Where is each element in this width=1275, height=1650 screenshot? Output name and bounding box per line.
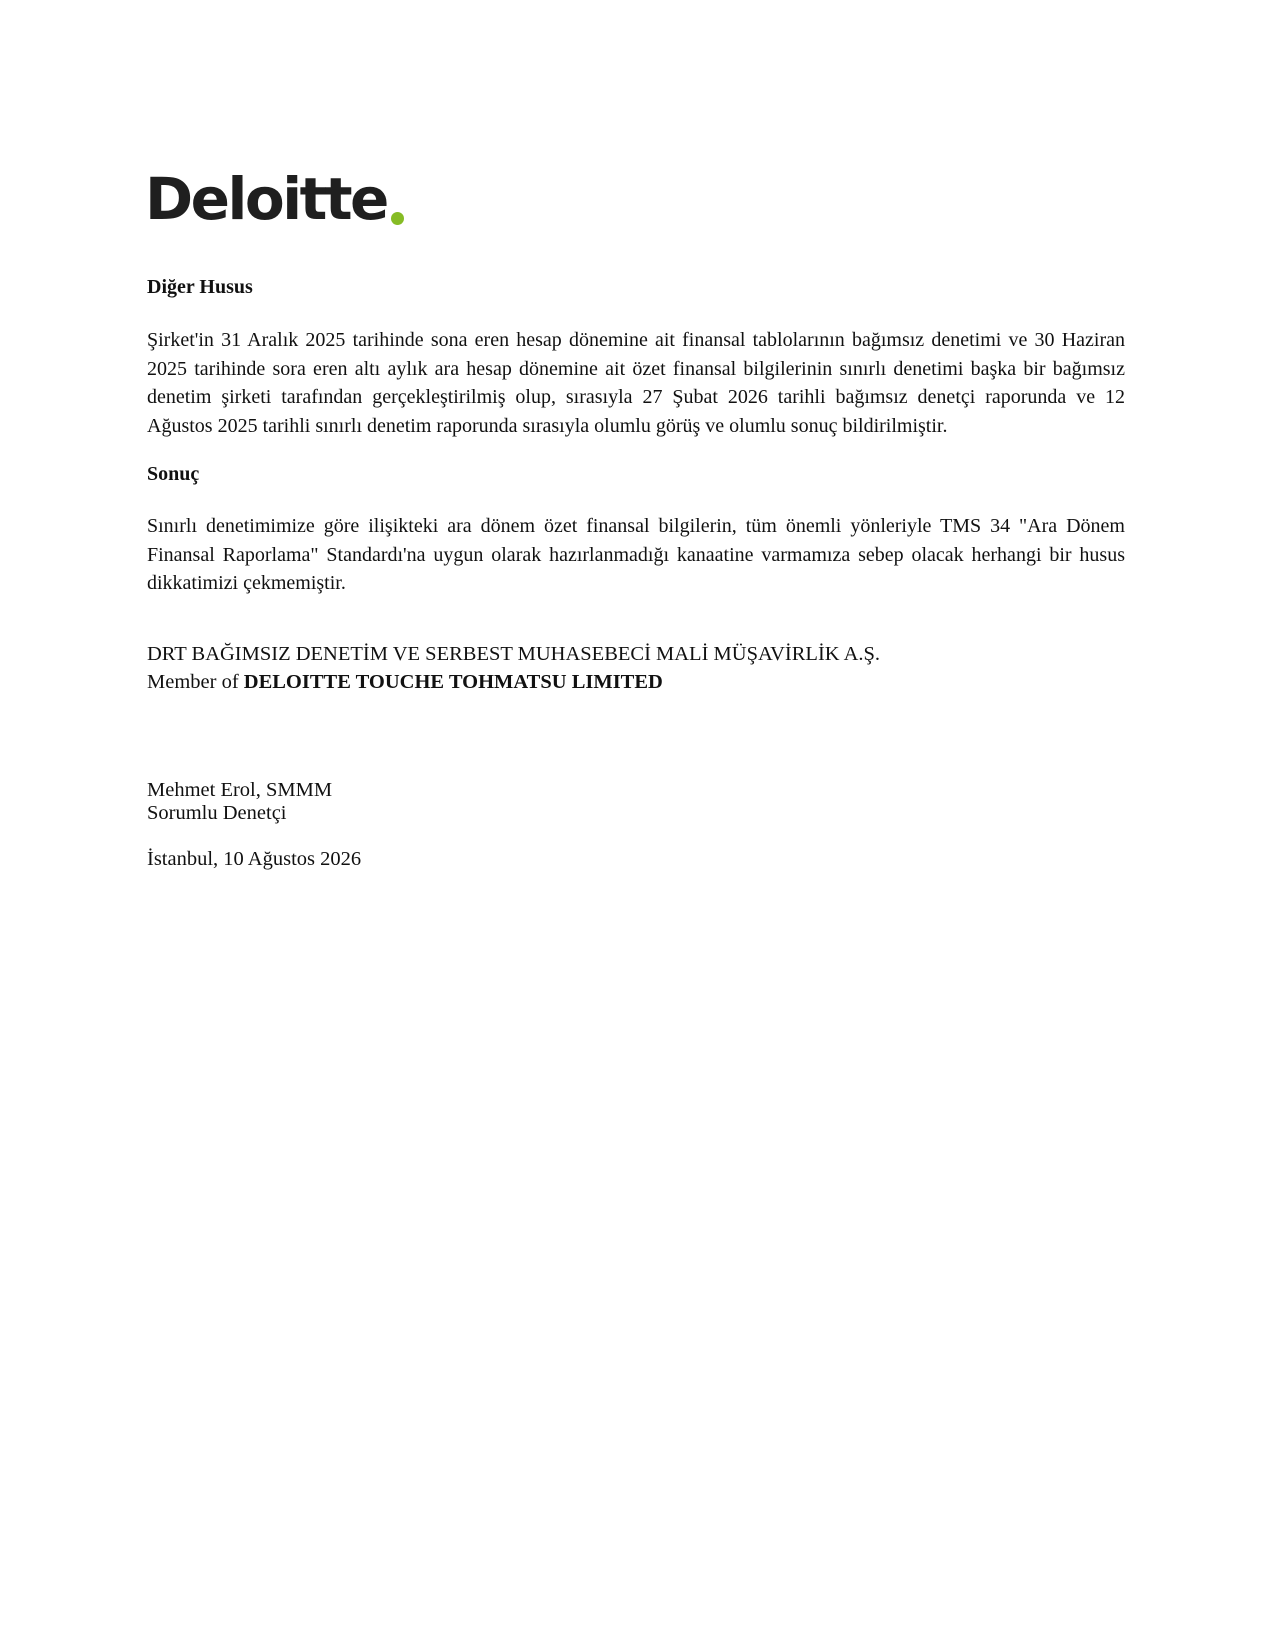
firm-name: DRT BAĞIMSIZ DENETİM VE SERBEST MUHASEBECİ MALİ MÜŞAVİRLİK A.Ş. (147, 643, 881, 665)
deloitte-logo (145, 165, 404, 233)
other-matter-heading: Diğer Husus (147, 276, 253, 298)
conclusion-paragraph: Sınırlı denetimimize göre ilişikteki ara dönem özet finansal bilgilerin, tüm önemli yönleriyle TMS 34 "Ara Dönem Finansal Raporlama" Standardı'na uygun olarak hazırlanmadığı kanaatine varmamıza sebep olacak herhangi bir husus dikkatimizi çekmemiştir. (147, 515, 1125, 594)
signatory-title: Sorumlu Denetçi (147, 802, 287, 824)
logo-green-dot (391, 212, 404, 225)
conclusion-heading: Sonuç (147, 463, 200, 485)
member-prefix: Member of (147, 671, 239, 693)
member-network-name: DELOITTE TOUCHE TOHMATSU LIMITED (243, 671, 663, 693)
signatory-name: Mehmet Erol, SMMM (147, 779, 333, 801)
place-and-date: İstanbul, 10 Ağustos 2026 (147, 848, 362, 870)
logo-wordmark: Deloitte (145, 165, 387, 233)
other-matter-paragraph: Şirket'in 31 Aralık 2025 tarihinde sona eren hesap dönemine ait finansal tablolarının bağımsız denetimi ve 30 Haziran 2025 tarihinde sora eren altı aylık ara hesap dönemine ait özet finansal bilgilerinin sınırlı denetimi başka bir bağımsız denetim şirketi tarafından gerçekleştirilmiş olup, sırasıyla 27 Şubat 2026 tarihli bağımsız denetçi raporunda ve 12 Ağustos 2025 tarihli sınırlı denetim raporunda sırasıyla olumlu görüş ve olumlu sonuç bildirilmiştir. (147, 329, 1125, 437)
firm-membership (147, 670, 663, 694)
